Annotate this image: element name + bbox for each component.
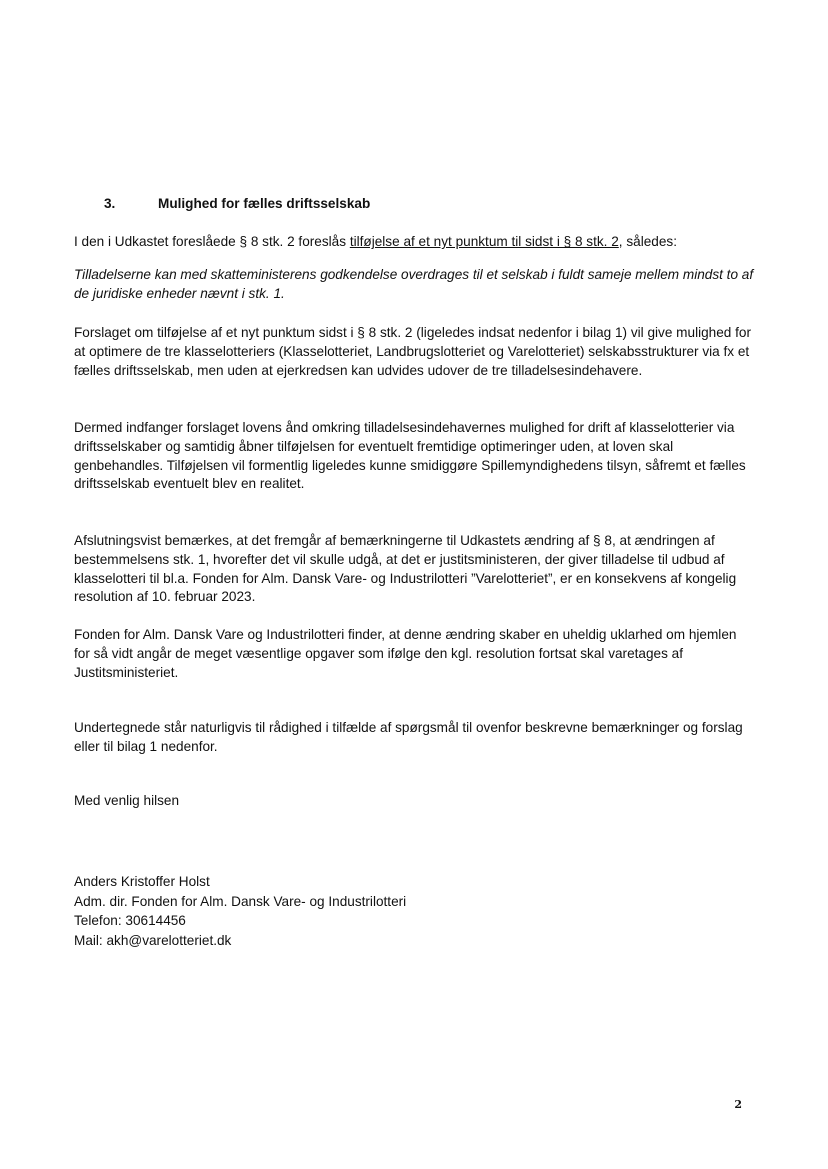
intro-text-after: , således:: [618, 234, 677, 249]
intro-text-before: I den i Udkastet foreslåede § 8 stk. 2 foreslås: [74, 234, 350, 249]
closing-greeting: Med venlig hilsen: [74, 793, 180, 808]
page-number: 2: [734, 1098, 742, 1111]
signature-title: Adm. dir. Fonden for Alm. Dansk Vare- og Industrilotteri: [74, 893, 407, 909]
quoted-proposal: Tilladelserne kan med skatteministerens godkendelse overdrages til et selskab i fuldt sameje mellem mindst to af de juridiske enheder nævnt i stk. 1.: [74, 267, 754, 301]
signature-phone: Telefon: 30614456: [74, 913, 186, 928]
intro-underlined-text: tilføjelse af et nyt punktum til sidst i § 8 stk. 2: [349, 234, 619, 249]
paragraph-foundation-opinion: Fonden for Alm. Dansk Vare og Industrilotteri finder, at denne ændring skaber en uheldig uklarhed om hjemlen for så vidt angår de meget væsentlige opgaver som ifølge den kgl. resolution fortsat skal varetages af Justitsministeriet.: [74, 627, 737, 680]
signature-block: [74, 872, 754, 950]
section-heading: [104, 195, 370, 213]
section-title: Mulighed for fælles driftsselskab: [158, 196, 371, 211]
section-number: 3.: [104, 196, 116, 211]
signature-name: Anders Kristoffer Holst: [74, 874, 210, 889]
signature-mail: Mail: akh@varelotteriet.dk: [74, 932, 232, 948]
intro-paragraph: [74, 233, 754, 252]
paragraph-availability: Undertegnede står naturligvis til rådighed i tilfælde af spørgsmål til ovenfor beskrevne bemærkninger og forslag eller til bilag 1 nedenfor.: [74, 720, 743, 754]
paragraph-law-spirit: Dermed indfanger forslaget lovens ånd omkring tilladelsesindehavernes mulighed for drift af klasselotterier via driftsselskaber og samtidig åbner tilføjelsen for eventuelt fremtidige optimeringer uden, at loven skal genbehandles. Tilføjelsen vil formentlig ligeledes kunne smidiggøre Spillemyndighedens tilsyn, såfremt et fælles driftsselskab eventuelt blev en realitet.: [74, 420, 746, 492]
paragraph-proposal-explanation: Forslaget om tilføjelse af et nyt punktum sidst i § 8 stk. 2 (ligeledes indsat nedenfor i bilag 1) vil give mulighed for at optimere de tre klasselotteriers (Klasselotteriet, Landbrugslotteriet og Varelotteriet) selskabsstrukturer via fx et fælles driftsselskab, men uden at ejerkredsen kan udvides udover de tre tilladelsesindehavere.: [74, 325, 751, 378]
paragraph-concluding-remark: Afslutningsvist bemærkes, at det fremgår af bemærkningerne til Udkastets ændring af § 8, at ændringen af bestemmelsens stk. 1, hvorefter det vil skulle udgå, at det er justitsministeren, der giver tilladelse til udbud af klasselotteri til bl.a. Fonden for Alm. Dansk Vare- og Industrilotteri ”Varelotteriet”, er en konsekvens af kongelig resolution af 10. februar 2023.: [74, 533, 737, 605]
